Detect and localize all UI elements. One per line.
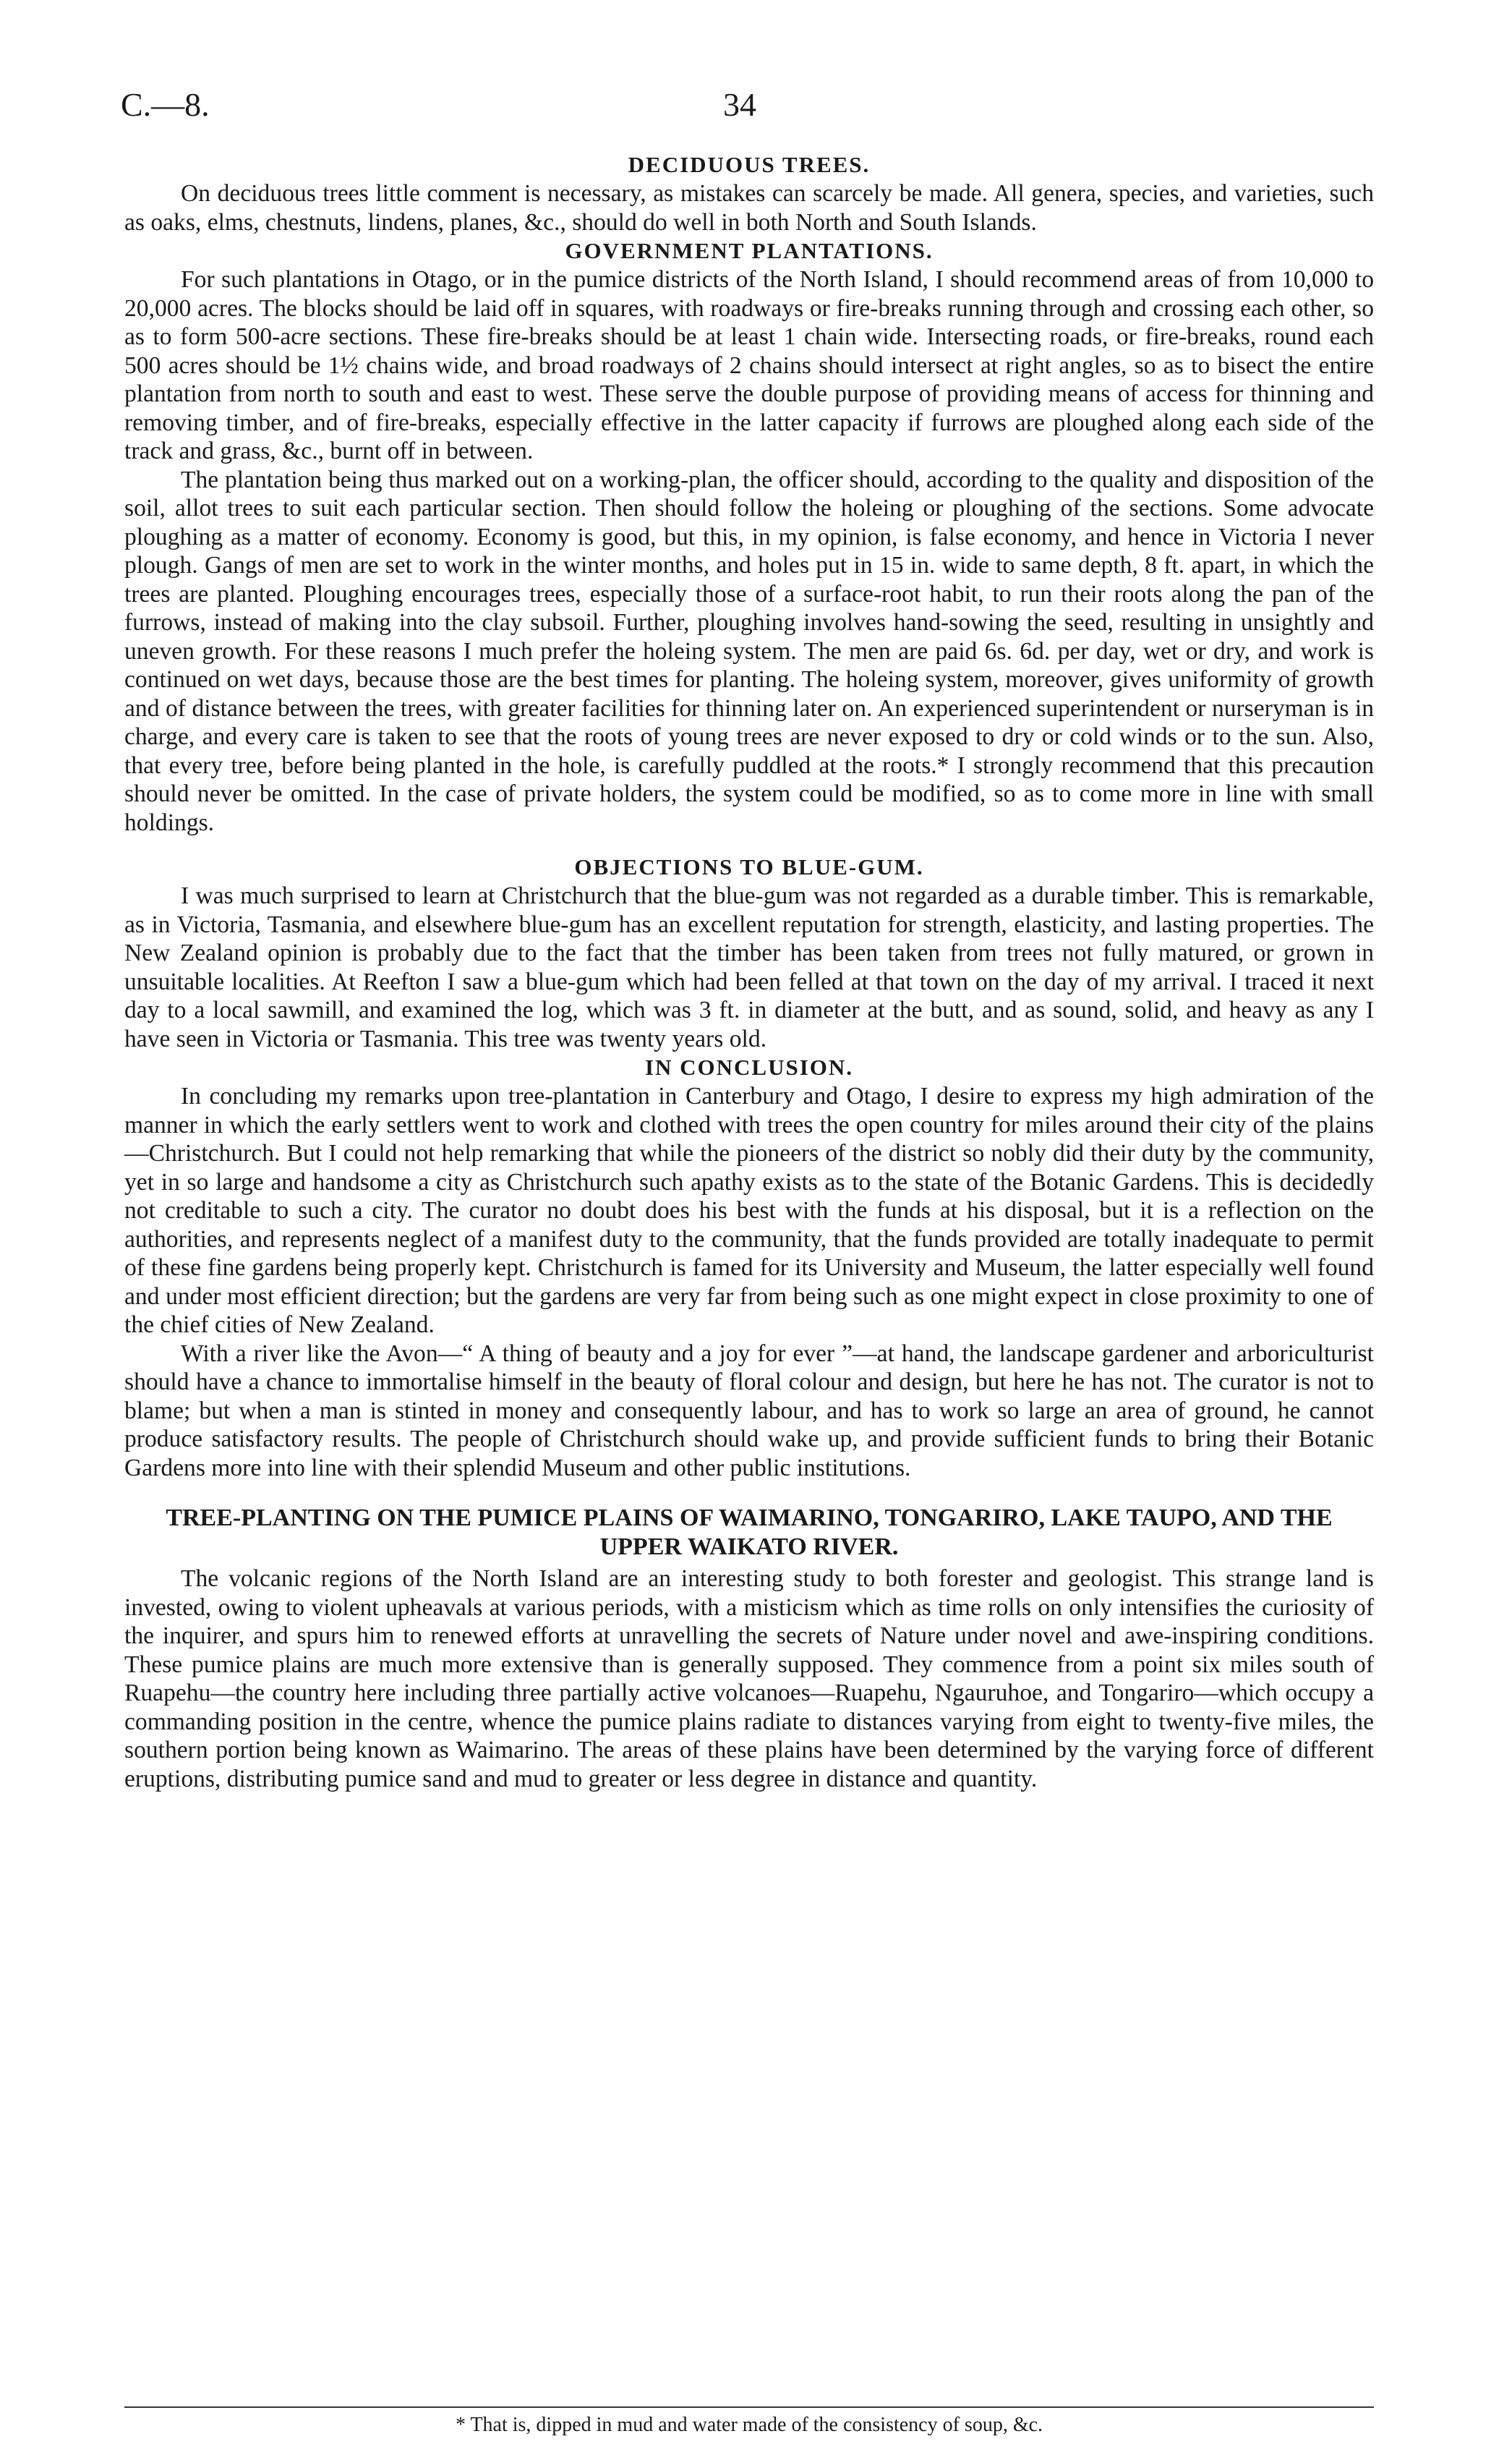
section-heading-deciduous-trees: DECIDUOUS TREES. [628, 152, 871, 177]
page-content [124, 150, 1374, 1793]
paragraph: The volcanic regions of the North Island are an interesting study to both forester and geologist. This strange land is invested, owing to violent upheavals at various periods, with a misticism which as time rolls on only intensifies the curiosity of the inquirer, and spurs him to renewed efforts at unravelling the secrets of Nature under novel and awe-inspiring conditions. These pumice plains are much more extensive than is generally supposed. They commence from a point six miles south of Ruapehu—the country here including three partially active volcanoes—Ruapehu, Ngauruhoe, and Tongariro—which occupy a commanding position in the centre, whence the pumice plains radiate to distances varying from eight to twenty-five miles, the southern portion being known as Waimarino. The areas of these plains have been determined by the varying force of different eruptions, distributing pumice sand and mud to greater or less degree in distance and quantity. [124, 1565, 1374, 1792]
paragraph: In concluding my remarks upon tree-plantation in Canterbury and Otago, I desire to express my high admiration of the manner in which the early settlers went to work and clothed with trees the open country for miles around their city of the plains—Christchurch. But I could not help remarking that while the pioneers of the district so nobly did their duty by the community, yet in so large and handsome a city as Christchurch such apathy exists as to the state of the Botanic Gardens. This is decidedly not creditable to such a city. The curator no doubt does his best with the funds at his disposal, but it is a reflection on the authorities, and represents neglect of a manifest duty to the community, that the funds provided are totally inadequate to permit of these fine gardens being properly kept. Christchurch is famed for its University and Museum, the latter especially well found and under most efficient direction; but the gardens are very far from being such as one might expect in close proximity to one of the chief cities of New Zealand. [124, 1083, 1374, 1338]
paragraph: With a river like the Avon—“ A thing of beauty and a joy for ever ”—at hand, the landscape gardener and arboriculturist should have a chance to immortalise himself in the beauty of floral colour and design, but here he has not. The curator is not to blame; but when a man is stinted in money and consequently labour, and has to work so large an area of ground, he cannot produce satisfactory results. The people of Christchurch should wake up, and provide sufficient funds to bring their Botanic Gardens more into line with their splendid Museum and other public institutions. [124, 1340, 1374, 1481]
section-heading-government-plantations: GOVERNMENT PLANTATIONS. [565, 238, 934, 263]
section-heading-objections-to-blue-gum: OBJECTIONS TO BLUE-GUM. [574, 854, 924, 880]
footnote-divider [124, 2406, 1374, 2408]
section-heading-in-conclusion: IN CONCLUSION. [644, 1055, 854, 1080]
paragraph: For such plantations in Otago, or in the pumice districts of the North Island, I should recommend areas of from 10,000 to 20,000 acres. The blocks should be laid off in squares, with roadways or fire-breaks running through and crossing each other, so as to form 500-acre sections. These fire-breaks should be at least 1 chain wide. Intersecting roads, or fire-breaks, round each 500 acres should be 1½ chains wide, and broad roadways of 2 chains should intersect at right angles, so as to bisect the entire plantation from north to south and east to west. These serve the double purpose of providing means of access for thinning and removing timber, and of fire-breaks, especially effective in the latter capacity if furrows are ploughed along each side of the track and grass, &c., burnt off in between. [124, 266, 1374, 464]
paragraph: I was much surprised to learn at Christchurch that the blue-gum was not regarded as a durable timber. This is remarkable, as in Victoria, Tasmania, and elsewhere blue-gum has an excellent reputation for strength, elasticity, and lasting properties. The New Zealand opinion is probably due to the fact that the timber has been taken from trees not fully matured, or grown in unsuitable localities. At Reefton I saw a blue-gum which had been felled at that town on the day of my arrival. I traced it next day to a local sawmill, and examined the log, which was 3 ft. in diameter at the butt, and as sound, solid, and heavy as any I have seen in Victoria or Tasmania. This tree was twenty years old. [124, 882, 1374, 1052]
page-number: 34 [723, 86, 756, 123]
footnote: * That is, dipped in mud and water made of the consistency of soup, &c. [455, 2414, 1043, 2436]
section-heading-tree-planting-pumice-plains: TREE-PLANTING ON THE PUMICE PLAINS OF WAIMARINO, TONGARIRO, LAKE TAUPO, AND THE UPPER WAIKATO RIVER. [166, 1504, 1333, 1560]
report-reference: C.—8. [121, 86, 210, 123]
paragraph: On deciduous trees little comment is necessary, as mistakes can scarcely be made. All genera, species, and varieties, such as oaks, elms, chestnuts, lindens, planes, &c., should do well in both North and South Islands. [124, 180, 1374, 236]
paragraph: The plantation being thus marked out on a working-plan, the officer should, according to the quality and disposition of the soil, allot trees to suit each particular section. Then should follow the holeing or ploughing of the sections. Some advocate ploughing as a matter of economy. Economy is good, but this, in my opinion, is false economy, and hence in Victoria I never plough. Gangs of men are set to work in the winter months, and holes put in 15 in. wide to same depth, 8 ft. apart, in which the trees are planted. Ploughing encourages trees, especially those of a surface-root habit, to run their roots along the pan of the furrows, instead of making into the clay subsoil. Further, ploughing involves hand-sowing the seed, resulting in unsightly and uneven growth. For these reasons I much prefer the holeing system. The men are paid 6s. 6d. per day, wet or dry, and work is continued on wet days, because those are the best times for planting. The holeing system, moreover, gives uniformity of growth and of distance between the trees, with greater facilities for thinning later on. An experienced superintendent or nurseryman is in charge, and every care is taken to see that the roots of young trees are never exposed to dry or cold winds or to the sun. Also, that every tree, before being planted in the hole, is carefully puddled at the roots.* I strongly recommend that this precaution should never be omitted. In the case of private holders, the system could be modified, so as to come more in line with small holdings. [124, 466, 1374, 836]
